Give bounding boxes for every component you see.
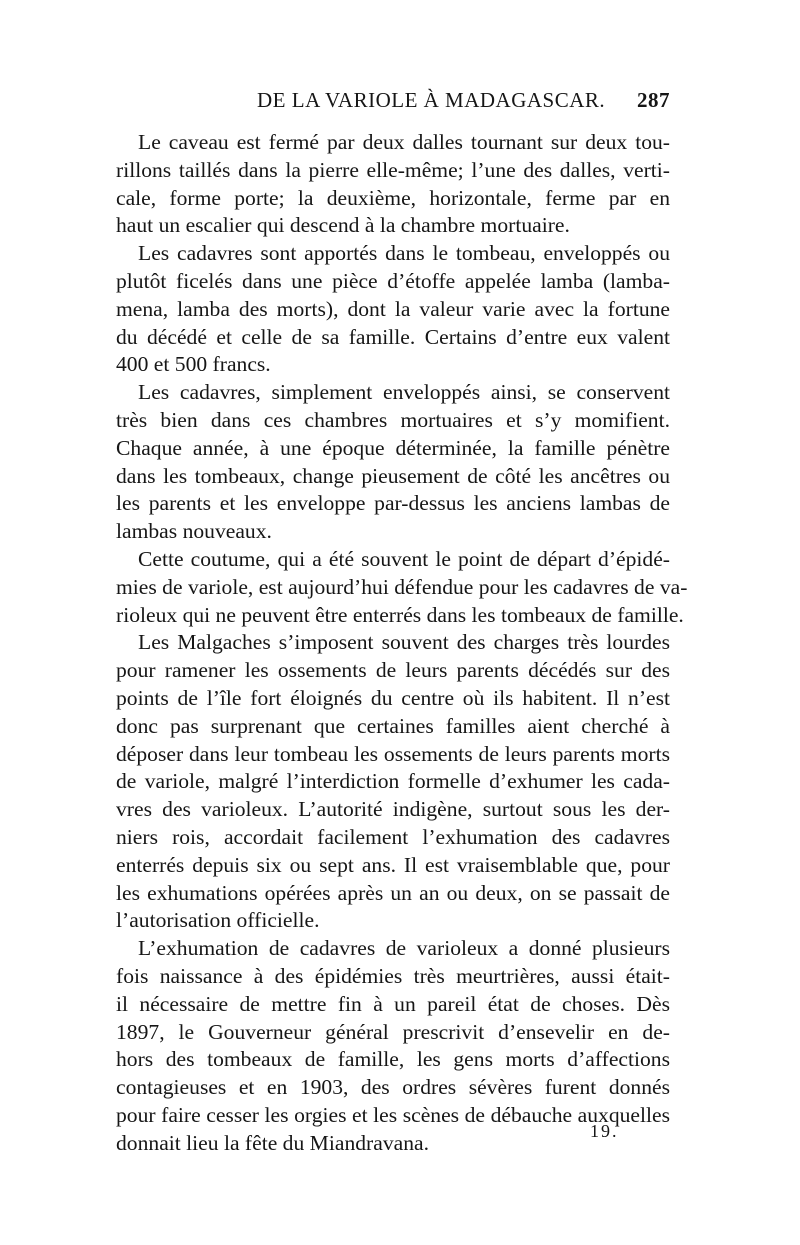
text-line: les parents et les enveloppe par-dessus les anciens lambas de xyxy=(116,491,670,516)
text-line: enterrés depuis six ou sept ans. Il est vraisemblable que, pour xyxy=(116,852,670,877)
text-line: rillons taillés dans la pierre elle-même; l’une des dalles, verti- xyxy=(116,157,670,182)
text-line: niers rois, accordait facilement l’exhumation des cadavres xyxy=(116,824,670,849)
text-line: déposer dans leur tombeau les ossements de leurs parents morts xyxy=(116,741,670,766)
text-line: cale, forme porte; la deuxième, horizontale, ferme par en xyxy=(116,185,670,210)
text-line: Chaque année, à une époque déterminée, la famille pénètre xyxy=(116,435,670,460)
text-line: Les cadavres sont apportés dans le tombeau, enveloppés ou xyxy=(138,241,670,266)
text-line: donc pas surprenant que certaines familles aient cherché à xyxy=(116,713,670,738)
text-line: très bien dans ces chambres mortuaires et s’y momifient. xyxy=(116,407,670,432)
text-line: Les Malgaches s’imposent souvent des charges très lourdes xyxy=(138,630,670,655)
paragraph-1 xyxy=(116,129,670,240)
text-line: haut un escalier qui descend à la chambre mortuaire. xyxy=(116,213,570,238)
text-line: pour ramener les ossements de leurs parents décédés sur des xyxy=(116,658,670,683)
signature-mark: 19. xyxy=(590,1121,619,1141)
text-line: 1897, le Gouverneur général prescrivit d’ensevelir en de- xyxy=(116,1019,670,1044)
text-line: Les cadavres, simplement enveloppés ainsi, se conservent xyxy=(138,380,670,405)
text-line: les exhumations opérées après un an ou deux, on se passait de xyxy=(116,880,670,905)
text-line: contagieuses et en 1903, des ordres sévères furent donnés xyxy=(116,1075,670,1100)
text-body xyxy=(116,129,688,1157)
text-line: plutôt ficelés dans une pièce d’étoffe appelée lamba (lamba- xyxy=(116,268,670,293)
text-line: rioleux qui ne peuvent être enterrés dans les tombeaux de famille. xyxy=(116,602,684,627)
paragraph-5 xyxy=(116,629,670,935)
text-line: de variole, malgré l’interdiction formelle d’exhumer les cada- xyxy=(116,769,670,794)
text-line: du décédé et celle de sa famille. Certains d’entre eux valent xyxy=(116,324,670,349)
text-line: 400 et 500 francs. xyxy=(116,352,271,377)
text-line: vres des varioleux. L’autorité indigène, surtout sous les der- xyxy=(116,797,670,822)
running-head xyxy=(116,88,670,118)
paragraph-2 xyxy=(116,240,670,379)
page-number: 287 xyxy=(637,88,670,112)
text-line: pour faire cesser les orgies et les scènes de débauche auxquelles xyxy=(116,1102,670,1127)
text-line: l’autorisation officielle. xyxy=(116,908,320,933)
text-line: lambas nouveaux. xyxy=(116,519,272,544)
paragraph-3 xyxy=(116,379,670,546)
text-line: fois naissance à des épidémies très meurtrières, aussi était- xyxy=(116,963,670,988)
running-title: DE LA VARIOLE À MADAGASCAR. xyxy=(257,88,606,112)
text-line: il nécessaire de mettre fin à un pareil état de choses. Dès xyxy=(116,991,670,1016)
text-line: Le caveau est fermé par deux dalles tournant sur deux tou- xyxy=(138,130,670,154)
text-line: Cette coutume, qui a été souvent le point de départ d’épidé- xyxy=(138,546,670,571)
text-line: hors des tombeaux de famille, les gens morts d’affections xyxy=(116,1047,670,1072)
paragraph-4 xyxy=(116,546,688,629)
text-line: points de l’île fort éloignés du centre où ils habitent. Il n’est xyxy=(116,685,670,710)
text-line: mies de variole, est aujourd’hui défendue pour les cadavres de va- xyxy=(116,574,688,599)
text-line: donnait lieu la fête du Miandravana. xyxy=(116,1130,429,1155)
paragraph-6 xyxy=(116,935,670,1157)
text-line: dans les tombeaux, change pieusement de côté les ancêtres ou xyxy=(116,463,670,488)
text-line: L’exhumation de cadavres de varioleux a donné plusieurs xyxy=(138,936,670,961)
text-line: mena, lamba des morts), dont la valeur varie avec la fortune xyxy=(116,296,670,321)
